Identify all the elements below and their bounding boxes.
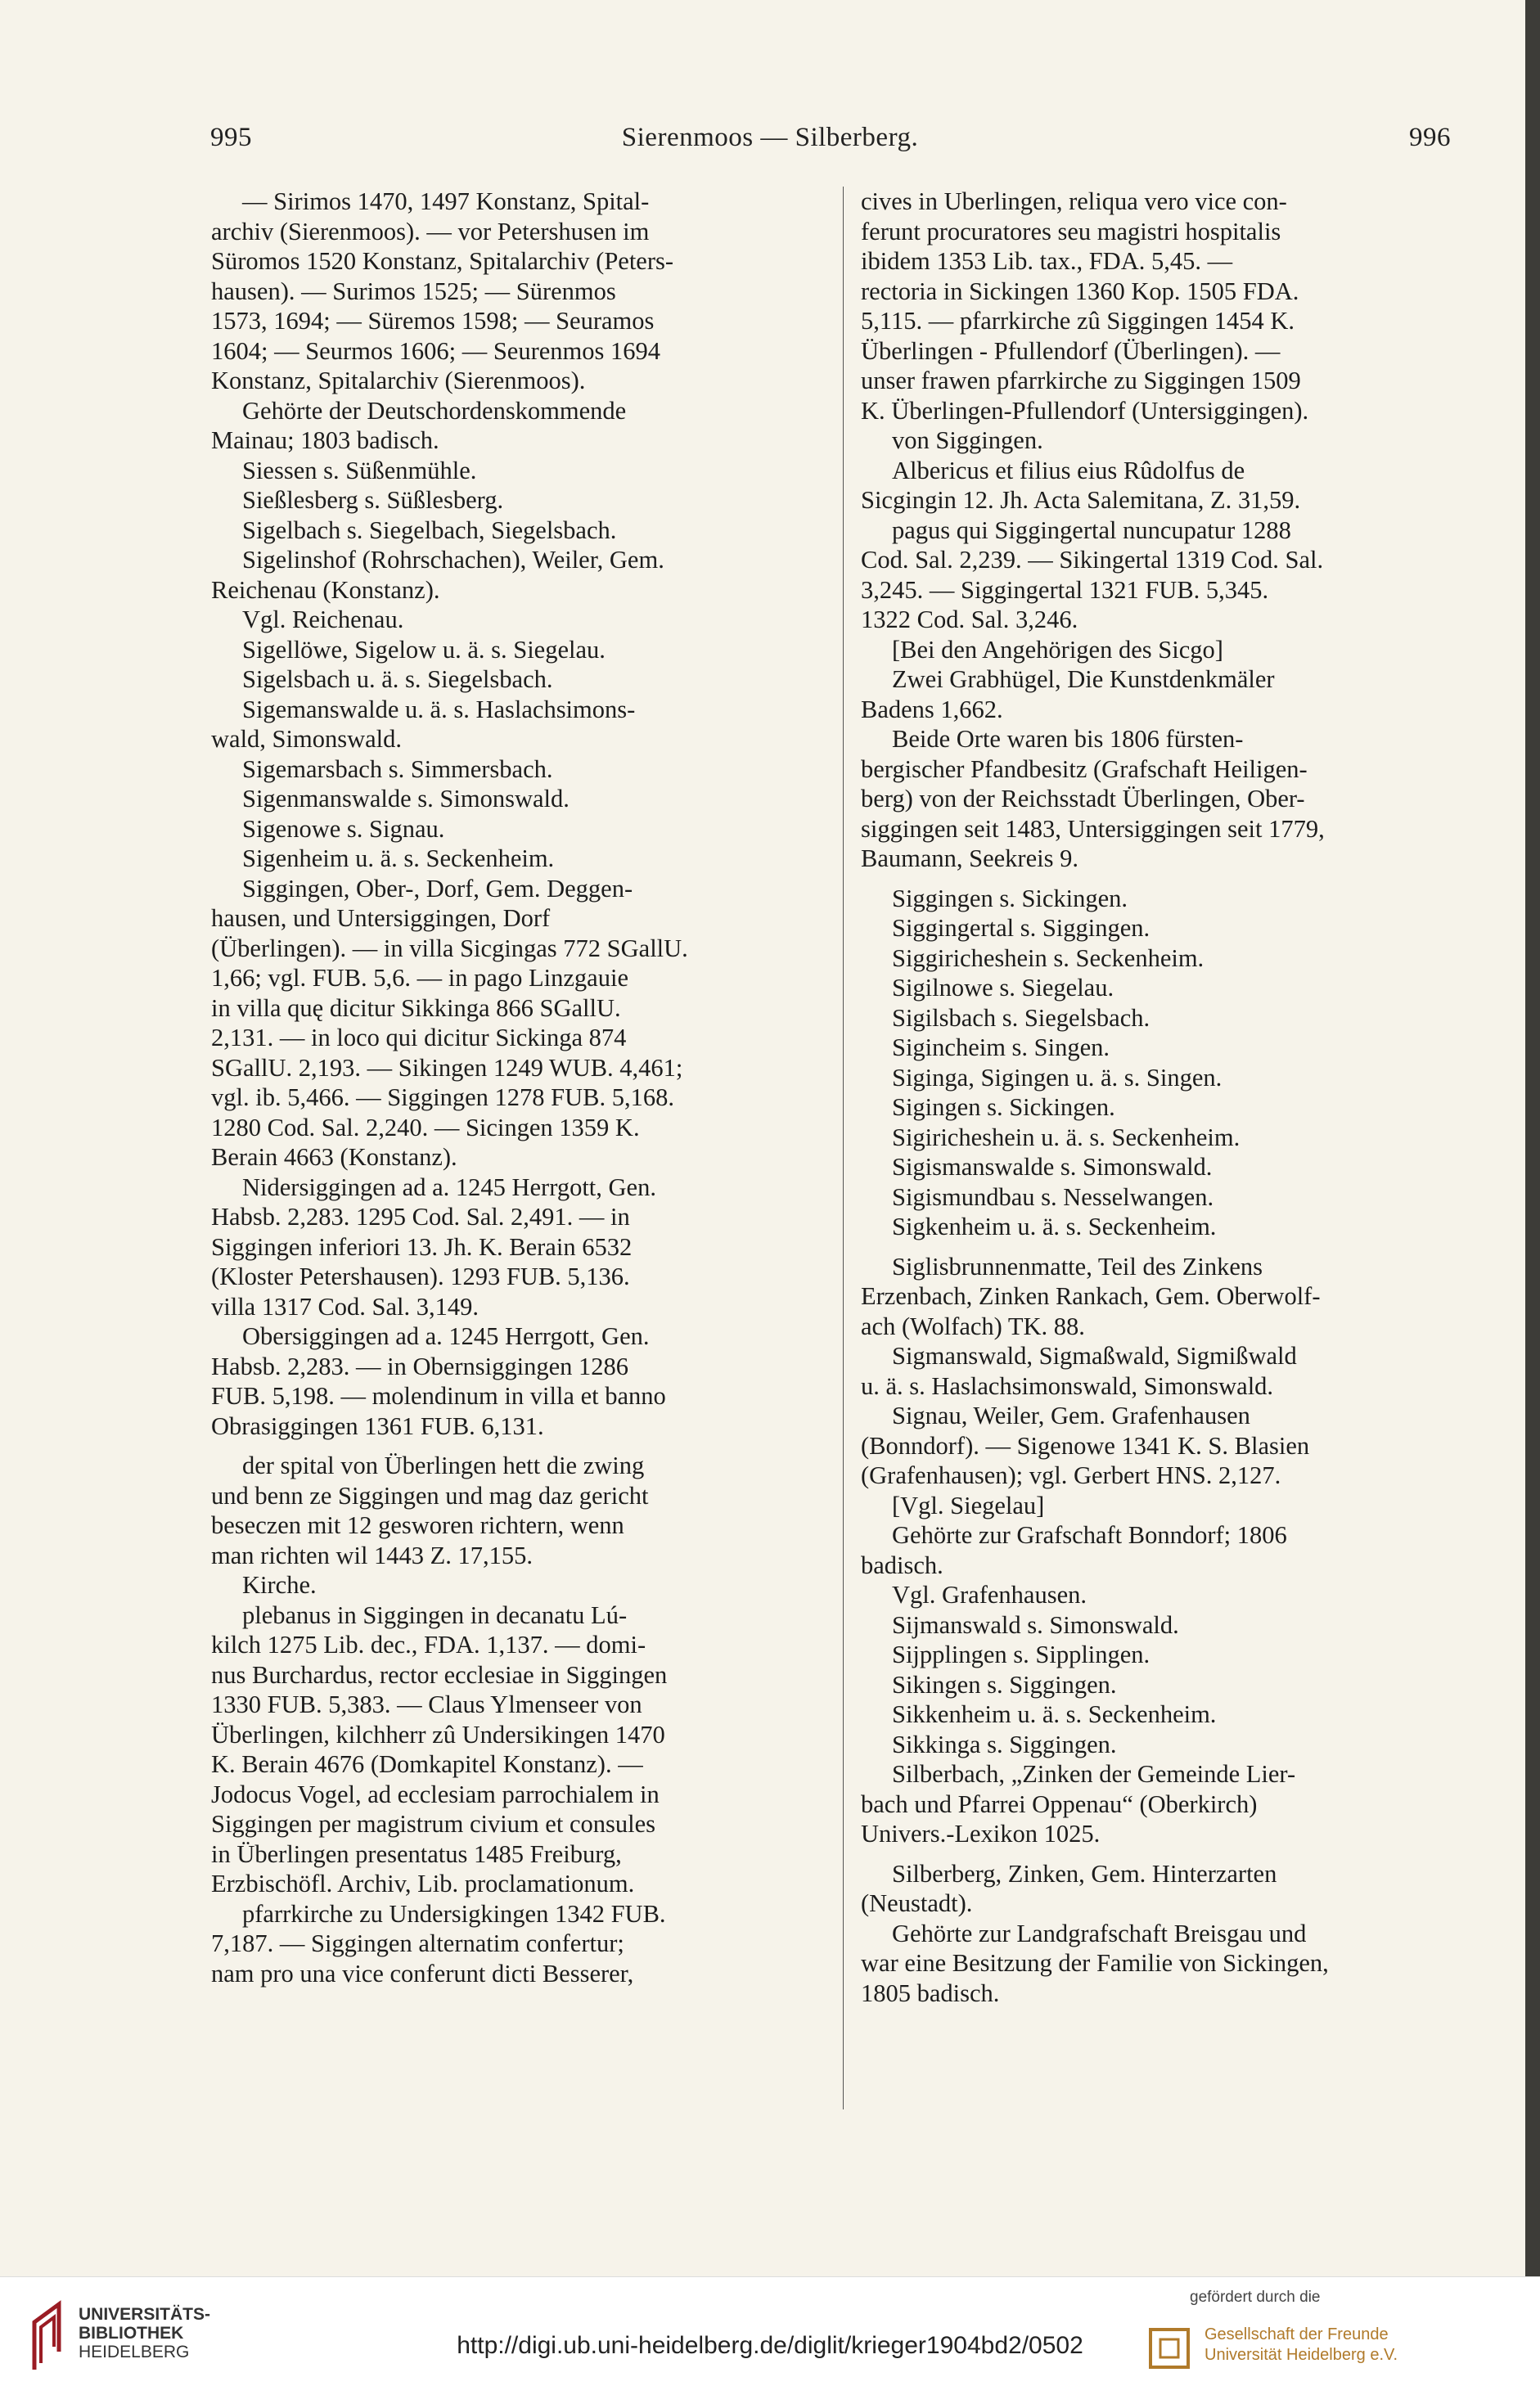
left-column-line: Überlingen, kilchherr zû Undersikingen 1470 (211, 1720, 665, 1749)
left-column-line: Sigelbach s. Siegelbach, Siegelsbach. (242, 515, 617, 544)
right-column-line: [Vgl. Siegelau] (892, 1491, 1045, 1519)
left-column-line: Nidersiggingen ad a. 1245 Herrgott, Gen. (242, 1173, 656, 1201)
right-column-line: Siggingen s. Sickingen. (892, 884, 1128, 912)
left-column-line: Berain 4663 (Konstanz). (211, 1143, 457, 1171)
left-column-line: in Überlingen presentatus 1485 Freiburg, (211, 1839, 622, 1868)
right-column-line: Gehörte zur Grafschaft Bonndorf; 1806 (892, 1521, 1287, 1549)
left-column-line: archiv (Sierenmoos). — vor Petershusen im (211, 217, 650, 245)
right-column-line: (Bonndorf). — Sigenowe 1341 K. S. Blasien (861, 1431, 1310, 1460)
right-column-line: Siginga, Sigingen u. ä. s. Singen. (892, 1063, 1223, 1092)
right-column-line: u. ä. s. Haslachsimonswald, Simonswald. (861, 1371, 1274, 1400)
right-column-line: cives in Uberlingen, reliqua vero vice con- (861, 187, 1287, 215)
right-column-line: Überlingen - Pfullendorf (Überlingen). — (861, 336, 1281, 365)
right-column-line: Baumann, Seekreis 9. (861, 844, 1078, 872)
left-column-line: 1330 FUB. 5,383. — Claus Ylmenseer von (211, 1690, 642, 1718)
left-column-line: Sigenheim u. ä. s. Seckenheim. (242, 844, 555, 872)
left-column-line: K. Berain 4676 (Domkapitel Konstanz). — (211, 1750, 643, 1778)
right-column-line: Sijpplingen s. Sipplingen. (892, 1641, 1150, 1668)
library-name-line-3: HEIDELBERG (79, 2343, 190, 2361)
right-column-line: (Neustadt). (861, 1889, 973, 1917)
left-column-line: Kirche. (242, 1571, 317, 1599)
left-column-line: Jodocus Vogel, ad ecclesiam parrochialem in (211, 1780, 660, 1808)
left-column-line: — Sirimos 1470, 1497 Konstanz, Spital- (242, 187, 650, 215)
left-column-line: Obrasiggingen 1361 FUB. 6,131. (211, 1411, 544, 1440)
right-column-line: 1805 badisch. (861, 1979, 1000, 2007)
left-column-line: 1604; — Seurmos 1606; — Seurenmos 1694 (211, 336, 660, 365)
left-column-line: nus Burchardus, rector ecclesiae in Siggingen (211, 1660, 668, 1689)
right-column-line: Sijmanswald s. Simonswald. (892, 1610, 1179, 1639)
left-column-line: (Überlingen). — in villa Sicgingas 772 SGallU. (211, 934, 688, 962)
left-column-line: vgl. ib. 5,466. — Siggingen 1278 FUB. 5,168. (211, 1083, 674, 1111)
left-column-line: pfarrkirche zu Undersigkingen 1342 FUB. (242, 1899, 666, 1928)
left-column-line: beseczen mit 12 gesworen richtern, wenn (211, 1511, 624, 1539)
right-column-line: Silberbach, „Zinken der Gemeinde Lier- (892, 1760, 1296, 1788)
sponsor-name (1205, 2325, 1398, 2366)
right-column-line: Badens 1,662. (861, 695, 1003, 723)
left-column-line: Habsb. 2,283. 1295 Cod. Sal. 2,491. — in (211, 1203, 630, 1231)
left-column-line: Sießlesberg s. Süßlesberg. (242, 486, 504, 514)
left-column-line: Habsb. 2,283. — in Obernsiggingen 1286 (211, 1352, 628, 1380)
left-column-line: Siggingen, Ober-, Dorf, Gem. Deggen- (242, 874, 633, 903)
right-column-line: Siggiricheshein s. Seckenheim. (892, 943, 1205, 972)
left-column-line: Konstanz, Spitalarchiv (Sierenmoos). (211, 367, 586, 394)
page-number-left: 995 (210, 123, 252, 152)
right-column-line: siggingen seit 1483, Untersiggingen seit 1779, (861, 814, 1325, 843)
right-column-line: Sigilnowe s. Siegelau. (892, 974, 1114, 1002)
right-column-line: Sigmanswald, Sigmaßwald, Sigmißwald (892, 1342, 1297, 1370)
right-column-line: Beide Orte waren bis 1806 fürsten- (892, 725, 1244, 753)
left-column-line: 1280 Cod. Sal. 2,240. — Sicingen 1359 K. (211, 1113, 640, 1141)
right-column-line: von Siggingen. (892, 426, 1043, 454)
left-column-line: Sigellöwe, Sigelow u. ä. s. Siegelau. (242, 635, 606, 664)
left-column-line: Sigemarsbach s. Simmersbach. (242, 754, 553, 783)
right-column-line: Sigingen s. Sickingen. (892, 1093, 1115, 1121)
left-column-line: (Kloster Petershausen). 1293 FUB. 5,136. (211, 1263, 630, 1290)
right-column-line: Sigincheim s. Singen. (892, 1033, 1110, 1061)
left-column-line: SGallU. 2,193. — Sikingen 1249 WUB. 4,461; (211, 1053, 683, 1082)
column-divider (843, 187, 844, 2109)
left-column-line: Obersiggingen ad a. 1245 Herrgott, Gen. (242, 1322, 650, 1350)
right-column-line: unser frawen pfarrkirche zu Siggingen 1509 (861, 367, 1301, 394)
left-column-line: Sigelsbach u. ä. s. Siegelsbach. (242, 665, 553, 693)
permalink-url[interactable]: http://digi.ub.uni-heidelberg.de/diglit/krieger1904bd2/0502 (457, 2332, 1083, 2359)
left-column-line: Vgl. Reichenau. (242, 606, 404, 633)
left-column-line: villa 1317 Cod. Sal. 3,149. (211, 1292, 480, 1321)
right-column-line: Sigismanswalde s. Simonswald. (892, 1153, 1213, 1181)
right-column-line: ferunt procuratores seu magistri hospitalis (861, 217, 1281, 245)
left-column-line: Sigelinshof (Rohrschachen), Weiler, Gem. (242, 546, 664, 574)
right-column-line: Sigismundbau s. Nesselwangen. (892, 1182, 1214, 1211)
right-column-line: K. Überlingen-Pfullendorf (Untersiggingen). (861, 396, 1309, 425)
left-column-line: Siggingen inferiori 13. Jh. K. Berain 6532 (211, 1232, 633, 1261)
left-column-line: hausen). — Surimos 1525; — Sürenmos (211, 277, 616, 305)
page-number-right: 996 (1409, 123, 1451, 152)
running-title: Sierenmoos — Silberberg. (621, 123, 919, 152)
left-column-line: 7,187. — Siggingen alternatim confertur; (211, 1929, 624, 1957)
right-column-line: bergischer Pfandbesitz (Grafschaft Heiligen- (861, 754, 1308, 783)
right-column-line: Sikingen s. Siggingen. (892, 1670, 1117, 1699)
left-column-line: der spital von Überlingen hett die zwing (242, 1452, 645, 1479)
left-column-line: Siggingen per magistrum civium et consules (211, 1810, 655, 1838)
left-column-line: Erzbischöfl. Archiv, Lib. proclamationum. (211, 1870, 635, 1898)
sponsor-prefix: gefördert durch die (1190, 2289, 1321, 2306)
right-column-line: Sicgingin 12. Jh. Acta Salemitana, Z. 31,59. (861, 486, 1301, 514)
right-column-line: pagus qui Siggingertal nuncupatur 1288 (892, 515, 1291, 544)
right-column-line: (Grafenhausen); vgl. Gerbert HNS. 2,127. (861, 1461, 1281, 1489)
right-column-line: ibidem 1353 Lib. tax., FDA. 5,45. — (861, 247, 1233, 275)
left-column-line: Gehörte der Deutschordenskommende (242, 396, 627, 425)
left-column-line: und benn ze Siggingen und mag daz gericht (211, 1481, 649, 1510)
gdf-logo-icon (1147, 2326, 1191, 2370)
sponsor-name-line-2: Universität Heidelberg e.V. (1205, 2346, 1398, 2364)
sponsor-name-line-1: Gesellschaft der Freunde (1205, 2325, 1389, 2343)
left-column-line: 2,131. — in loco qui dicitur Sickinga 874 (211, 1024, 627, 1051)
right-column-line: badisch. (861, 1551, 943, 1579)
right-column-line: Sigilsbach s. Siegelsbach. (892, 1003, 1150, 1032)
right-column-line: Signau, Weiler, Gem. Grafenhausen (892, 1402, 1250, 1429)
library-name-line-1: UNIVERSITÄTS- (79, 2305, 211, 2324)
right-column-line: Gehörte zur Landgrafschaft Breisgau und (892, 1919, 1307, 1947)
right-text-column (861, 187, 1491, 2008)
right-column-line: war eine Besitzung der Familie von Sickingen, (861, 1949, 1329, 1977)
left-column-line: Siessen s. Süßenmühle. (242, 456, 477, 484)
right-column-line: Vgl. Grafenhausen. (892, 1581, 1087, 1609)
right-column-line: Cod. Sal. 2,239. — Sikingertal 1319 Cod. Sal. (861, 546, 1324, 574)
right-column-line: Zwei Grabhügel, Die Kunstdenkmäler (892, 665, 1275, 693)
right-column-line: Univers.-Lexikon 1025. (861, 1820, 1101, 1848)
left-column-line: hausen, und Untersiggingen, Dorf (211, 904, 551, 932)
right-column-line: ach (Wolfach) TK. 88. (861, 1312, 1085, 1340)
right-column-line: Erzenbach, Zinken Rankach, Gem. Oberwolf- (861, 1282, 1321, 1310)
left-column-line: Reichenau (Konstanz). (211, 575, 440, 604)
left-column-line: plebanus in Siggingen in decanatu Lú- (242, 1600, 628, 1629)
right-column-line: [Bei den Angehörigen des Sicgo] (892, 635, 1223, 664)
right-column-line: Sigkenheim u. ä. s. Seckenheim. (892, 1213, 1217, 1240)
left-column-line: 1573, 1694; — Süremos 1598; — Seuramos (211, 307, 655, 335)
left-column-line: Mainau; 1803 badisch. (211, 426, 439, 454)
left-column-line: Süromos 1520 Konstanz, Spitalarchiv (Peters- (211, 247, 674, 275)
right-column-line: 5,115. — pfarrkirche zû Siggingen 1454 K. (861, 307, 1295, 335)
right-column-line: Sikkenheim u. ä. s. Seckenheim. (892, 1700, 1217, 1728)
left-column-line: nam pro una vice conferunt dicti Besserer, (211, 1959, 634, 1988)
right-column-line: Sigiricheshein u. ä. s. Seckenheim. (892, 1123, 1241, 1151)
right-column-line: Siggingertal s. Siggingen. (892, 914, 1150, 942)
right-column-line: Albericus et filius eius Rûdolfus de (892, 456, 1245, 484)
left-column-line: wald, Simonswald. (211, 725, 402, 753)
scan-edge-shadow (1525, 0, 1540, 2276)
right-column-line: Siglisbrunnenmatte, Teil des Zinkens (892, 1252, 1263, 1281)
right-column-line: 3,245. — Siggingertal 1321 FUB. 5,345. (861, 575, 1269, 604)
library-name-line-2: BIBLIOTHEK (79, 2324, 184, 2343)
right-column-line: Silberberg, Zinken, Gem. Hinterzarten (892, 1859, 1277, 1888)
right-column-line: bach und Pfarrei Oppenau“ (Oberkirch) (861, 1789, 1258, 1818)
left-column-line: 1,66; vgl. FUB. 5,6. — in pago Linzgauie (211, 964, 628, 992)
right-column-line: Sikkinga s. Siggingen. (892, 1730, 1117, 1758)
left-column-line: Sigenmanswalde s. Simonswald. (242, 785, 570, 813)
left-column-line: kilch 1275 Lib. dec., FDA. 1,137. — domi- (211, 1631, 646, 1659)
left-text-column (211, 187, 841, 1988)
right-column-line: 1322 Cod. Sal. 3,246. (861, 606, 1078, 633)
right-column-line: berg) von der Reichsstadt Überlingen, Ober- (861, 785, 1305, 813)
left-column-line: Sigenowe s. Signau. (242, 814, 445, 843)
left-column-line: in villa quę dicitur Sikkinga 866 SGallU. (211, 993, 621, 1022)
left-column-line: FUB. 5,198. — molendinum in villa et banno (211, 1382, 666, 1410)
left-column-line: man richten wil 1443 Z. 17,155. (211, 1541, 534, 1569)
right-column-line: rectoria in Sickingen 1360 Kop. 1505 FDA. (861, 277, 1299, 305)
left-column-line: Sigemanswalde u. ä. s. Haslachsimons- (242, 695, 636, 723)
